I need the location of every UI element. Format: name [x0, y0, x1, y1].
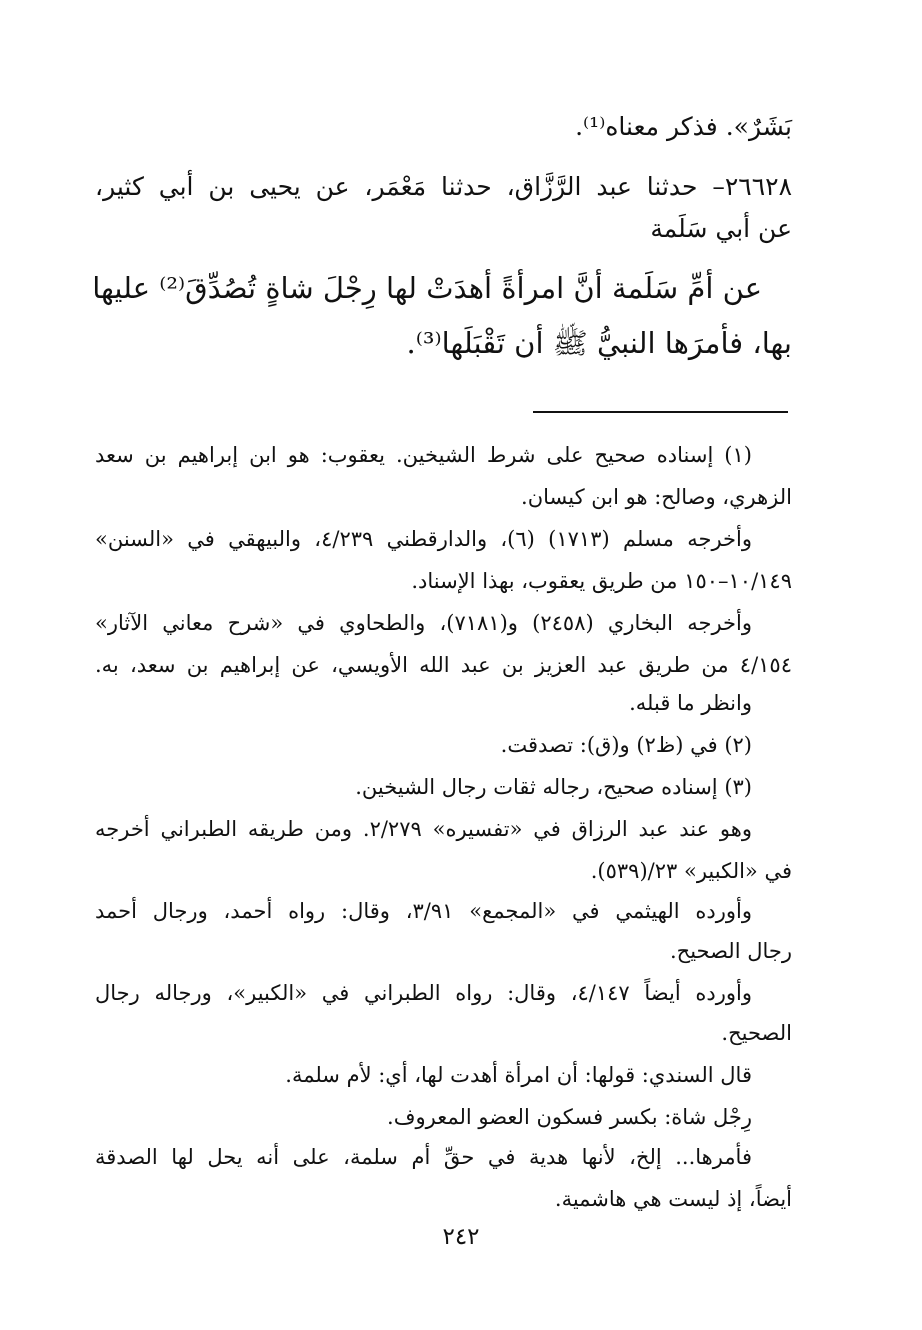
footnote-line: (١) إسناده صحيح على شرط الشيخين. يعقوب: هو ابن إبراهيم بن سعد [95, 443, 752, 467]
footnote-line: (٣) إسناده صحيح، رجاله ثقات رجال الشيخين. [355, 775, 752, 799]
page-number: ٢٤٢ [442, 1224, 480, 1250]
footnote-separator [533, 411, 788, 413]
footnote-line: قال السندي: قولها: أن امرأة أهدت لها، أي: لأم سلمة. [285, 1063, 752, 1087]
footnote-line: ١٠/١٤٩–١٥٠ من طريق يعقوب، بهذا الإسناد. [411, 569, 792, 593]
footnote-line: وأخرجه مسلم (١٧١٣) (٦)، والدارقطني ٤/٢٣٩، والبيهقي في «السنن» [95, 527, 752, 551]
hadith-matn-line: بها، فأمرَها النبيُّ ﷺ أن تَقْبَلَها⁽³⁾. [406, 326, 792, 360]
footnote-line: وانظر ما قبله. [629, 691, 752, 715]
footnote-line: رجال الصحيح. [669, 939, 792, 963]
footnote-line: وأورده أيضاً ٤/١٤٧، وقال: رواه الطبراني في «الكبير»، ورجاله رجال [95, 981, 752, 1005]
hadith-isnad-line: ٢٦٦٢٨– حدثنا عبد الرَّزَّاق، حدثنا مَعْمَر، عن يحيى بن أبي كثير، [95, 172, 792, 201]
footnote-line: رِجْل شاة: بكسر فسكون العضو المعروف. [387, 1105, 752, 1129]
main-text-line: بَشَرٌ». فذكر معناه⁽¹⁾. [575, 112, 792, 141]
hadith-matn-line: عن أمِّ سَلَمة أنَّ امرأةً أهدَتْ لها رِجْلَ شاةٍ تُصُدِّقَ⁽²⁾ عليها [92, 271, 762, 305]
footnote-line: الزهري، وصالح: هو ابن كيسان. [521, 485, 792, 509]
footnote-line: الصحيح. [721, 1021, 792, 1045]
footnote-line: ٤/١٥٤ من طريق عبد العزيز بن عبد الله الأويسي، عن إبراهيم بن سعد، به. [95, 653, 792, 677]
footnote-line: (٢) في (ظ٢) و(ق): تصدقت. [500, 733, 752, 757]
footnote-line: فأمرها... إلخ، لأنها هدية في حقِّ أم سلمة، على أنه يحل لها الصدقة [95, 1145, 752, 1169]
hadith-isnad-line: عن أبي سَلَمة [650, 214, 792, 243]
footnote-line: وهو عند عبد الرزاق في «تفسيره» ٢/٢٧٩. ومن طريقه الطبراني أخرجه [95, 817, 752, 841]
footnote-line: وأورده الهيثمي في «المجمع» ٣/٩١، وقال: رواه أحمد، ورجال أحمد [95, 899, 753, 923]
footnote-line: في «الكبير» ٢٣/(٥٣٩). [590, 859, 792, 883]
footnote-line: أيضاً، إذ ليست هي هاشمية. [554, 1187, 792, 1211]
footnote-line: وأخرجه البخاري (٢٤٥٨) و(٧١٨١)، والطحاوي في «شرح معاني الآثار» [95, 611, 752, 635]
